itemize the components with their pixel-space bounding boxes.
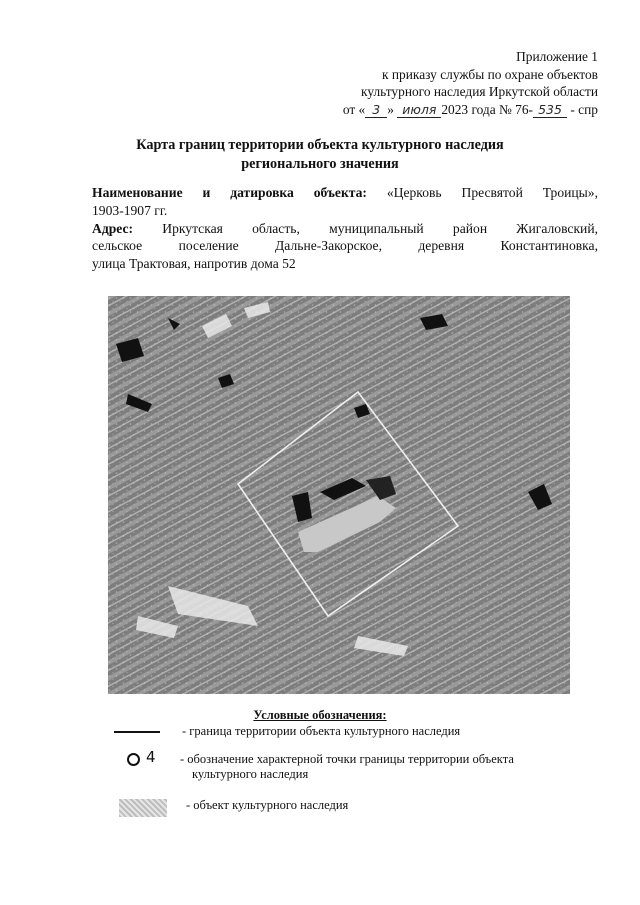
legend-point-number: 4 [146, 748, 156, 766]
object-name-value: «Церковь Пресвятой Троицы», [386, 185, 598, 200]
appendix-authority-line: культурного наследия Иркутской области [361, 84, 598, 100]
aerial-map [108, 296, 570, 694]
legend-point-label [180, 752, 514, 782]
address-label: Адрес: [92, 220, 134, 236]
address-part-1: Иркутская область, муниципальный район Жигаловский, [162, 220, 599, 236]
object-name-label: Наименование и датировка объекта: [92, 185, 367, 200]
legend-boundary-symbol [114, 731, 160, 733]
handwritten-order-number: 535 [533, 103, 567, 118]
object-name-line [92, 184, 598, 202]
object-description [92, 184, 598, 273]
legend-point-label-2: культурного наследия [192, 767, 309, 781]
appendix-block [298, 48, 598, 118]
document-title [70, 136, 570, 173]
handwritten-day: 3 [365, 103, 387, 118]
legend-point-label-1: - обозначение характерной точки границы территории объекта [180, 752, 514, 766]
date-year: 2023 года № 76- [441, 101, 534, 117]
address-line-3: улица Трактовая, напротив дома 52 [92, 256, 296, 272]
address-line-2: сельское поселение Дальне-Закорское, деревня Константиновка, [92, 238, 598, 254]
order-suffix: - спр [570, 101, 598, 117]
date-prefix: от « [342, 101, 366, 117]
legend-boundary-label: - граница территории объекта культурного наследия [182, 724, 461, 738]
date-mid: » [387, 101, 394, 117]
appendix-date-line [298, 101, 598, 119]
object-dates: 1903-1907 гг. [92, 202, 168, 218]
appendix-title: Приложение 1 [516, 49, 598, 64]
legend-title: Условные обозначения: [253, 708, 387, 722]
address-line-1 [92, 220, 598, 238]
title-line-2: регионального значения [241, 155, 399, 172]
legend-object-symbol [119, 799, 167, 817]
map-image [108, 296, 570, 694]
handwritten-month: июля [397, 103, 441, 118]
legend-point-symbol [127, 753, 140, 766]
appendix-order-line: к приказу службы по охране объектов [382, 66, 598, 82]
legend-object-label: - объект культурного наследия [186, 798, 349, 812]
title-line-1: Карта границ территории объекта культурного наследия [136, 137, 504, 153]
